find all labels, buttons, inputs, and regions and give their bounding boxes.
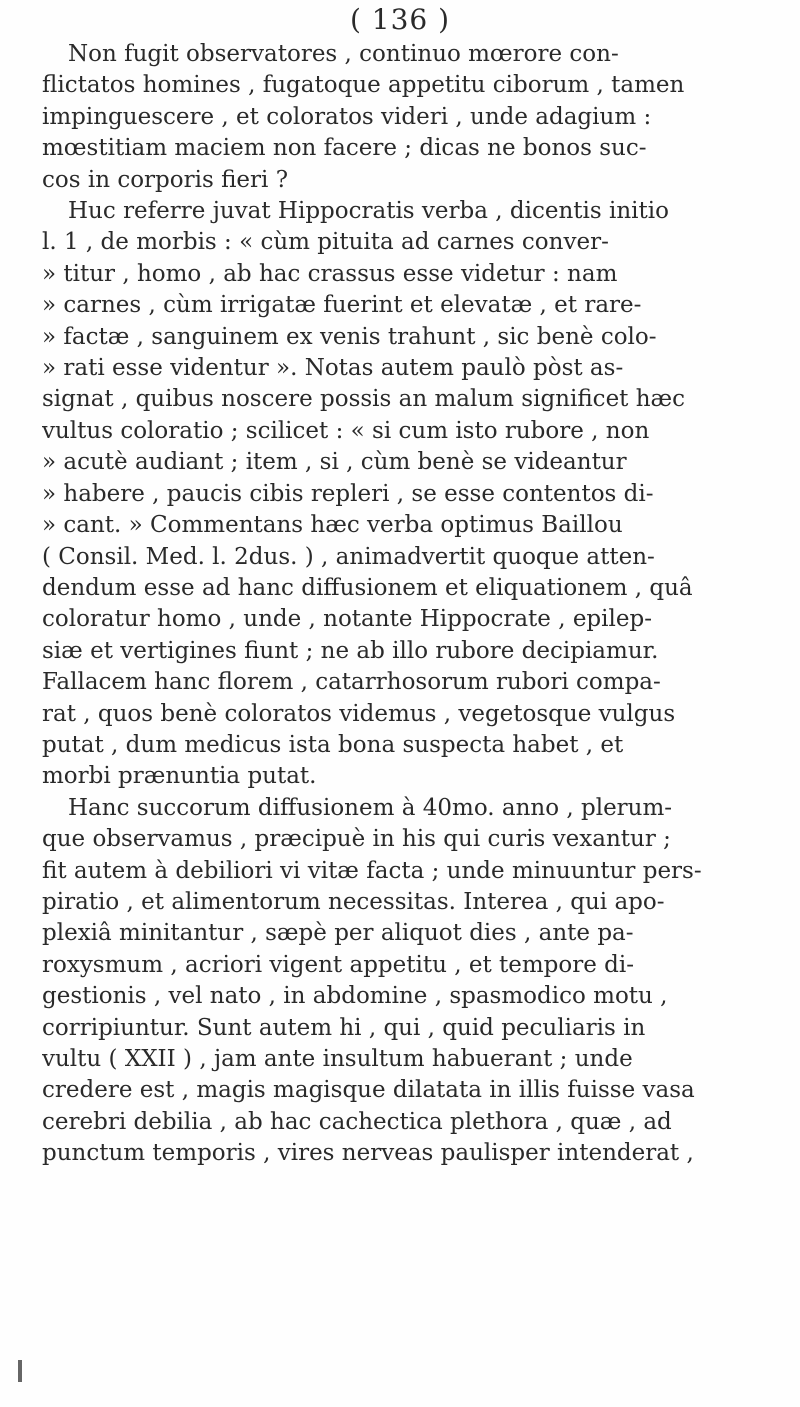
text-line: » acutè audiant ; item , si , cùm benè se videantur — [42, 449, 627, 476]
text-line: coloratur homo , unde , notante Hippocrate , epilep- — [42, 606, 652, 633]
text-line: signat , quibus noscere possis an malum significet hæc — [42, 386, 686, 413]
text-line: » factæ , sanguinem ex venis trahunt , sic benè colo- — [42, 323, 657, 350]
text-line: fit autem à debiliori vi vitæ facta ; unde minuuntur pers- — [42, 857, 702, 884]
text-line: morbi prænuntia putat. — [42, 763, 317, 790]
text-line: vultus coloratio ; scilicet : « si cum isto rubore , non — [42, 417, 650, 444]
text-line: cos in corporis fieri ? — [42, 166, 289, 193]
text-line: » titur , homo , ab hac crassus esse videtur : nam — [42, 260, 618, 287]
text-line: » habere , paucis cibis repleri , se esse contentos di- — [42, 480, 654, 507]
text-line: Hanc succorum diffusionem à 40mo. anno , plerum- — [68, 794, 673, 821]
text-line: Non fugit observatores , continuo mœrore con- — [68, 41, 619, 67]
text-line: vultu ( XXII ) , jam ante insultum habuerant ; unde — [42, 1046, 633, 1072]
text-line: flictatos homines , fugatoque appetitu ciborum , tamen — [42, 72, 685, 99]
text-line: plexiâ minitantur , sæpè per aliquot dies , ante pa- — [42, 920, 634, 947]
margin-mark — [18, 1360, 22, 1382]
page-number: ( 136 ) — [349, 3, 451, 36]
text-line: l. 1 , de morbis : « cùm pituita ad carnes conver- — [42, 229, 609, 256]
text-line: impinguescere , et coloratos videri , unde adagium : — [42, 103, 652, 130]
text-line: mœstitiam maciem non facere ; dicas ne bonos suc- — [42, 135, 647, 162]
text-line: » cant. » Commentans hæc verba optimus Baillou — [42, 512, 623, 539]
body-text — [42, 39, 764, 1170]
text-line: que observamus , præcipuè in his qui curis vexantur ; — [42, 826, 671, 853]
text-line: » rati esse videntur ». Notas autem paulò pòst as- — [42, 355, 624, 382]
text-line: » carnes , cùm irrigatæ fuerint et elevatæ , et rare- — [42, 292, 642, 319]
text-line: siæ et vertigines fiunt ; ne ab illo rubore decipiamur. — [42, 637, 659, 664]
text-line: rat , quos benè coloratos videmus , vegetosque vulgus — [42, 700, 676, 727]
text-line: roxysmum , acriori vigent appetitu , et tempore di- — [42, 951, 635, 978]
text-line: piratio , et alimentorum necessitas. Interea , qui apo- — [42, 888, 665, 915]
text-line: gestionis , vel nato , in abdomine , spasmodico motu , — [42, 983, 668, 1010]
text-line: punctum temporis , vires nerveas paulisper intenderat , — [42, 1140, 694, 1167]
text-line: credere est , magis magisque dilatata in illis fuisse vasa — [42, 1077, 695, 1104]
text-line: Huc referre juvat Hippocratis verba , dicentis initio — [68, 198, 669, 225]
text-line: putat , dum medicus ista bona suspecta habet , et — [42, 731, 624, 758]
text-line: dendum esse ad hanc diffusionem et eliquationem , quâ — [42, 574, 693, 601]
text-line: ( Consil. Med. l. 2dus. ) , animadvertit quoque atten- — [42, 543, 655, 570]
text-line: Fallacem hanc florem , catarrhosorum rubori compa- — [42, 669, 661, 696]
text-line: corripiuntur. Sunt autem hi , qui , quid peculiaris in — [42, 1014, 646, 1041]
text-line: cerebri debilia , ab hac cachectica plethora , quæ , ad — [42, 1108, 672, 1135]
